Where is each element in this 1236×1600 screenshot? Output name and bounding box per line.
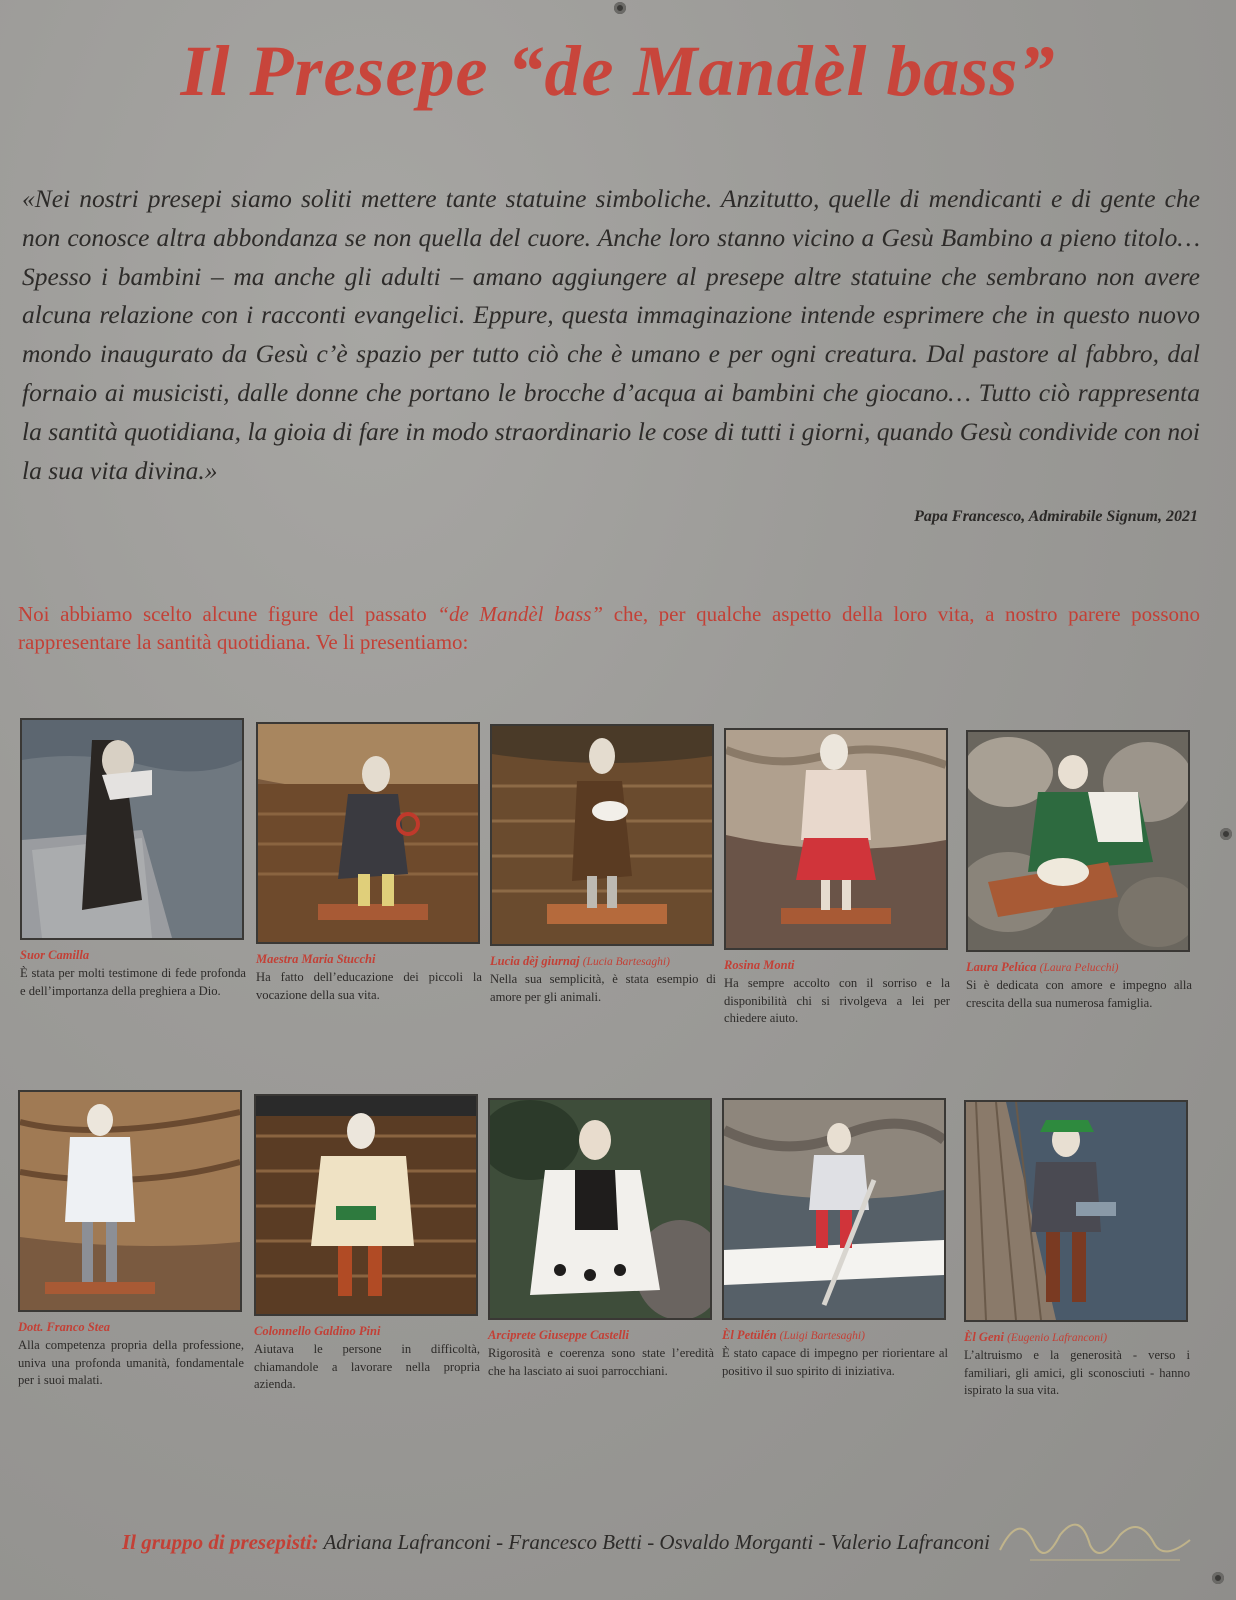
figure-alt-name: (Laura Pelucchi)	[1039, 962, 1119, 974]
nun-figurine-image	[22, 720, 242, 938]
rosina-figurine-image	[726, 730, 946, 948]
figure-name	[722, 1328, 948, 1343]
figure-card	[256, 722, 482, 1004]
figure-name-text: Colonnello Galdino Pini	[254, 1324, 381, 1338]
figure-name-text: Arciprete Giuseppe Castelli	[488, 1328, 629, 1342]
figure-name	[966, 960, 1192, 975]
figure-name	[256, 952, 482, 967]
geni-figurine-image	[966, 1102, 1186, 1320]
figure-photo	[256, 722, 480, 944]
figure-name	[490, 954, 716, 969]
figure-description: L’altruismo e la generosità - verso i familiari, gli amici, gli sconosciuti - hanno ispirato la sua vita.	[964, 1348, 1190, 1397]
screw-bottom-right	[1212, 1572, 1224, 1584]
figure-description: Rigorosità e coerenza sono state l’eredità che ha lasciato ai suoi parrocchiani.	[488, 1346, 714, 1378]
quote-source: Papa Francesco, Admirabile Signum, 2021	[914, 508, 1198, 525]
figure-description: Ha sempre accolto con il sorriso e la disponibilità chi si rivolgeva a lei per chiedere aiuto.	[724, 976, 950, 1025]
figure-card	[722, 1098, 948, 1380]
figure-name	[254, 1324, 480, 1339]
pope-quote: «Nei nostri presepi siamo soliti mettere tante statuine simboliche. Anzitutto, quelle di mendicanti e di gente che non conosce altra abbondanza se non quella del cuore. Anche loro stanno vicino a Gesù Bambino a pieno titolo… Spesso i bambini – ma anche gli adulti – amano aggiungere al presepe altre statuine che sembrano non avere alcuna relazione con i racconti evangelici. Eppure, questa immaginazione intende esprimere che in questo nuovo mondo inaugurato da Gesù c’è spazio per tutto ciò che è umano e per ogni creatura. Dal pastore al fabbro, dal fornaio ai musicisti, dalle donne che portano le brocche d’acqua ai bambini che giocano… Tutto ciò rappresenta la santità quotidiana, la gioia di fare in modo straordinario le cose di tutti i giorni, quando Gesù condivide con noi la sua vita divina.»	[22, 184, 1200, 485]
figure-description: Si è dedicata con amore e impegno alla crescita della sua numerosa famiglia.	[966, 978, 1192, 1010]
lucia-figurine-image	[492, 726, 712, 944]
figure-description: Aiutava le persone in difficoltà, chiamandole a lavorare nella propria azienda.	[254, 1342, 480, 1391]
screw-top	[614, 2, 626, 14]
laura-figurine-image	[968, 732, 1188, 950]
figure-card	[18, 1090, 244, 1390]
figure-name-text: Suor Camilla	[20, 948, 90, 962]
figure-photo	[18, 1090, 242, 1312]
figure-name	[964, 1330, 1190, 1345]
priest-figurine-image	[490, 1100, 710, 1318]
figure-card	[724, 728, 950, 1028]
figure-name-text: Èl Geni	[964, 1330, 1004, 1344]
figure-card	[488, 1098, 714, 1380]
rower-figurine-image	[724, 1100, 944, 1318]
credits-names: Adriana Lafranconi - Francesco Betti - Osvaldo Morganti - Valerio Lafranconi	[323, 1530, 990, 1554]
credits-footer	[122, 1530, 1122, 1555]
figure-name	[20, 948, 246, 963]
figure-description: È stato capace di impegno per riorientare al positivo il suo spirito di iniziativa.	[722, 1346, 948, 1378]
figure-photo	[722, 1098, 946, 1320]
figure-description: È stata per molti testimone di fede profonda e dell’importanza della preghiera a Dio.	[20, 966, 246, 998]
figure-card	[490, 724, 716, 1006]
page-title: Il Presepe “de Mandèl bass”	[180, 31, 1056, 111]
figure-alt-name: (Lucia Bartesaghi)	[582, 956, 670, 968]
figure-name-text: Dott. Franco Stea	[18, 1320, 111, 1334]
colonel-figurine-image	[256, 1096, 476, 1314]
figure-photo	[966, 730, 1190, 952]
figure-photo	[964, 1100, 1188, 1322]
figure-name-text: Maestra Maria Stucchi	[256, 952, 376, 966]
figure-photo	[20, 718, 244, 940]
figure-name	[18, 1320, 244, 1335]
photographer-signature-watermark	[990, 1505, 1200, 1575]
figure-photo	[490, 724, 714, 946]
figure-photo	[254, 1094, 478, 1316]
credits-label: Il gruppo di presepisti:	[122, 1530, 319, 1554]
figure-description: Nella sua semplicità, è stata esempio di amore per gli animali.	[490, 972, 716, 1004]
figure-card	[254, 1094, 480, 1394]
screw-right	[1220, 828, 1232, 840]
intro-text	[18, 600, 1200, 656]
figure-name-text: Laura Pelúca	[966, 960, 1037, 974]
figure-name	[488, 1328, 714, 1343]
doctor-figurine-image	[20, 1092, 240, 1310]
figure-name-text: Rosina Monti	[724, 958, 795, 972]
figure-name-text: Lucia dèj giurnaj	[490, 954, 580, 968]
intro-after: che, per qualche aspetto della loro vita, a nostro parere possono rappresentare la santità quotidiana. Ve li presentiamo:	[18, 602, 1200, 654]
figure-photo	[724, 728, 948, 950]
figure-alt-name: (Eugenio Lafranconi)	[1007, 1332, 1108, 1344]
figure-photo	[488, 1098, 712, 1320]
intro-before: Noi abbiamo scelto alcune figure del passato	[18, 602, 438, 626]
intro-emphasis: “de Mandèl bass”	[437, 602, 604, 626]
figure-name-text: Èl Petülén	[722, 1328, 777, 1342]
figure-card	[966, 730, 1192, 1012]
figure-card	[964, 1100, 1190, 1400]
figure-name	[724, 958, 950, 973]
figure-description: Alla competenza propria della professione, univa una profonda umanità, fondamentale per i suoi malati.	[18, 1338, 244, 1387]
figure-card	[20, 718, 246, 1000]
teacher-figurine-image	[258, 724, 478, 942]
figure-alt-name: (Luigi Bartesaghi)	[779, 1330, 865, 1342]
figure-description: Ha fatto dell’educazione dei piccoli la vocazione della sua vita.	[256, 970, 482, 1002]
